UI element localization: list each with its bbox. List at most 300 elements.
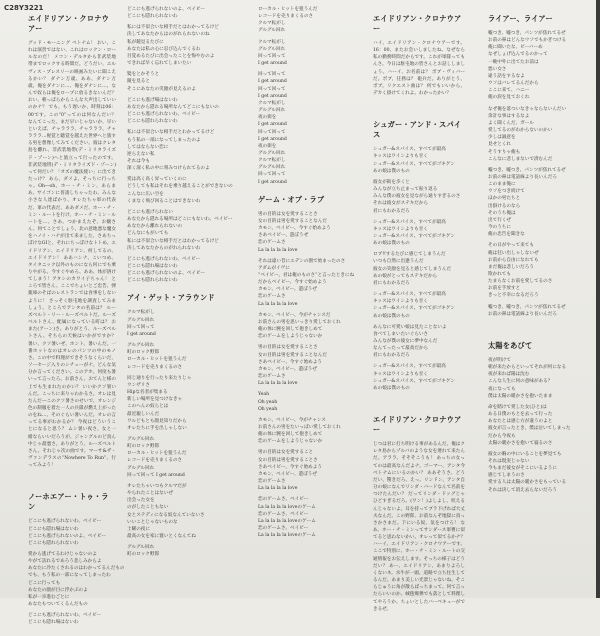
lyric-line: 最近親しいんだ — [127, 411, 160, 417]
song-section — [488, 341, 584, 494]
song-section — [28, 492, 125, 626]
lyric-line: 夜が来れば陽は沈む — [488, 372, 530, 378]
lyric-stanza — [258, 211, 348, 254]
lyric-line: 私が鏡見るたびに — [127, 39, 164, 45]
lyric-stanza — [488, 357, 584, 400]
lyric-line: 土曜の夜に — [127, 526, 150, 532]
lyric-line: よく聞くんだ、ガール — [488, 120, 534, 126]
song-section — [373, 120, 465, 392]
lyric-line: 回って回って — [258, 86, 286, 92]
lyric-stanza — [258, 391, 348, 412]
song-section — [488, 14, 584, 318]
lyric-line: 回って回って — [127, 324, 155, 330]
section-gap — [488, 327, 584, 341]
lyric-line: カモン、ベイビー、遊ぼうぜ — [258, 366, 317, 372]
lyric-line: ウソをつき続けて — [488, 189, 525, 195]
lyric-line: どこにも逃げられないわ、ベイビー — [28, 519, 102, 525]
lyric-line: ウソはバレてるんだから — [488, 81, 539, 87]
lyric-line: グルグル回れ — [127, 343, 155, 349]
lyric-line: こんなに悲しまないで済むんだ — [488, 156, 553, 162]
lyric-line: それは今も — [127, 158, 150, 164]
lyric-line: どこにも逃げられないのよ、ベイビー — [127, 7, 205, 12]
lyric-line: みんなが立ち止まって振り返る — [373, 187, 438, 193]
lyric-line: さあベイビー、今すぐ始めよう — [258, 464, 322, 470]
lyric-line: 出掛けるのなら — [488, 203, 521, 209]
lyric-line: キッスはワインよりも甘く — [373, 371, 428, 377]
lyric-line: それは決して消え去らないだろう — [488, 487, 557, 493]
lyric-line: 恋のゲームさ、ベイビー — [258, 526, 309, 531]
dj-monologue: グッド・モーニング ベトナム！ おい、これは演習ではない、これはロックン・ロールなのだ！ メコン・デルタから非武装地帯までロックする時間だ。どうだい、エルヴィス・プレスリーの映画みたいに聞こえるかい？ ダナン万歳、ああ、ダナン万歳、俺をダナンに…、俺をダナンに…、なんで奴らは俺をロープに放るきないんだ？ おい、朝っぱらからこんな大声出していいのかナ？ でも、もう遅いか、時刻は06：00です。この“0”ってのは何なんだい？ なんてこった、まだ早いじゃないか、早いといえば、チャラララ、チャラララ、チャラララ…視覚と聴覚を越えた世界へと旅する男を想像してみてください。彼はクレタ島を離れ、非武装地帯(デ・ミリタライズド・ゾーン)へと旅立って行ったのです。非武装地帯(デ・ミリタライズド・ゾーン)って何だい？「オズの魔法使い」に出てきたっけ？ あら、ダメよ、そっちに行っちゃ。Oh―oh、ホー・チ・ミン、あらまあ、サイゴンに普請しちゃったわ、みんな小さな人達ばかり、オレたちゃ軍の代表だ、軍の代表だ、ああダメだ、ホー・チ・ミン・ルートを行け、ホー・チ・ミン・ルートを…、さあ、つかまえたぞ、お嬢さん、何てことでしょう、北の意地悪な魔女をハノイ・ハナが出て来ました、さあちっぽけなGIと、それにちっぽけなトトめ、エイドリアン、エイドリアン、何してるの、エイドリアン！ ああハンナ、こいつめ、タイタニック以外のものになら何にでも乗りやがる。今すぐやめろ、ああ、体が溶けてしまう！アタシのカワイ子ちゃん！ ところで皆さん、ここでちょいとご忠告、弾薬庫のそばのレストランでは食事をしないように！ さっそく駐屯地を調査してみましょう。ところでアンタの名前は？ ルーズベルト・リー・ルーズベルトだ。ルーズベルトさん、配属になっている町は？ おまた(アーン)さ。ありがとう、ルーズベルトさん、そちらの天候はいかがですか？ 暑い、クソ暑いぜ、ホント、暑いんだ。一番ホットなのはオレのパンツの中のモノさ。この中で料理ができそうなくらいだ、ソーセージ入りのシチューがナ。どんな気分か言ってください。このアホ、何度も暑いって言ったろ。お前さん、おてんと様の上でも生まれたのかい？ いいかクソ暑いんだ。こっちに来りゃわかるさ。オレは見たんだ—このクソ暑さのせいで、オレンジ色の制服を着た一人の兵隊が燃え上がったのをね…、そのぐらい暑いんだ。オレの言ってる事がわかるか？ 今夜はどういうことになると思う？ ムシ暑い夜さ、女と一緒ならいいだろうが、ジャングルのど真ん中じゃ最悪さ。ありがとう、ルーズベルトさん。それじゃ次の曲です。マーサ&ザ・ヴァンデラスの“Nowhere To Run”、行ってみよう！ — [28, 41, 116, 469]
song-section — [28, 14, 116, 469]
column-3 — [258, 6, 355, 548]
column-2 — [127, 6, 233, 567]
lyric-line: I get around — [258, 179, 287, 185]
lyric-line: お前から自由になれても — [488, 257, 539, 263]
lyric-line: キッスはワインよりも甘く — [373, 154, 428, 160]
lyric-stanza — [28, 518, 116, 547]
lyric-line: 彼女の笑顔を見ると感じてしまうんだ — [373, 266, 452, 272]
lyric-line: それは現実じゃない — [488, 458, 530, 464]
lyric-line: I get around — [258, 122, 287, 128]
lyric-line: 命を賭けて愛した女(ひと)は — [488, 404, 547, 410]
lyric-stanza — [488, 451, 584, 494]
lyric-line: あの娘は僕のもの — [373, 168, 410, 174]
lyric-line: 僕は太陽の暖かさを抱いたまま — [488, 393, 553, 399]
lyric-stanza — [127, 375, 227, 432]
lyric-line: やられたことはないぜ — [127, 491, 173, 497]
lyric-line: あなたに冷たくされるのはわかってるんだもの — [28, 566, 125, 572]
lyric-line: I get around — [127, 331, 156, 337]
lyric-line: グルグル回れ — [127, 545, 155, 551]
lyric-line: こんなに広い空を — [127, 191, 164, 197]
lyric-line: どこにも逃げられないのよ、ベイビー — [127, 271, 205, 277]
lyric-stanza — [258, 449, 348, 492]
lyric-line: I get around — [258, 79, 287, 85]
lyric-line: 新しい場所を見つけなきゃ — [127, 397, 183, 403]
lyric-line: 恋のゲームさ — [258, 294, 286, 300]
lyric-line: 俺の涙を見ておくれ — [488, 95, 530, 101]
lyric-stanza — [127, 342, 227, 371]
lyric-line: 夜になっても — [488, 386, 516, 392]
lyric-line: どこにも逃げられないわ、ベイビー — [28, 613, 102, 619]
lyric-line: あなたから隠れる場所はどこにもないわ、ベイビー — [127, 217, 233, 223]
lyric-line: 愛は高く高く昇っていくのに — [127, 177, 187, 183]
lyric-line: 俺の体に腕を回して抱きしめて — [258, 327, 323, 333]
lyric-line: そうすりゃ俺も — [488, 149, 521, 155]
lyric-stanza — [258, 71, 348, 186]
lyric-line: 決してあなたからのがれられないわ — [127, 245, 201, 251]
lyric-line: 嘘つき、嘘つき、パンツが焦れてるぜ — [488, 304, 566, 310]
lyric-line: 君にもわかるだろ — [373, 353, 410, 359]
lyric-stanza — [258, 312, 348, 341]
lyric-line: 悪い女さ — [488, 66, 507, 72]
lyric-stanza — [373, 363, 465, 392]
lyric-line: きっと不幸になるだろう — [488, 293, 539, 299]
lyric-line: 俺の体に腕を回して抱きしめて — [258, 432, 323, 438]
lyric-line: 恋のゲームさ — [258, 479, 286, 485]
lyric-stanza — [28, 551, 125, 608]
lyric-line: 恋のゲームさ — [258, 240, 286, 246]
lyric-stanza — [127, 97, 227, 126]
lyric-line: どこにも隠れ場はないわ — [28, 620, 79, 626]
lyric-line: たまらなくお前を愛してるのさ — [488, 279, 553, 285]
lyric-line: その日がやって来ても — [488, 243, 534, 249]
section-title: 太陽をあびて — [488, 340, 533, 350]
lyric-line: 夜が明けて — [488, 357, 511, 363]
lyric-line: クルマ転がし — [258, 100, 286, 106]
lyric-line: シュガー&スパイス、すべてがゴキゲン — [373, 161, 456, 167]
lyric-line: あなたもついてくるんだもの — [28, 602, 88, 608]
lyric-line: シュガー&スパイス、すべてがゴキゲン — [373, 378, 456, 384]
lyric-line: そこにあなたの笑顔が見えるのよ — [127, 86, 196, 92]
lyric-line: グルグル回れ — [258, 108, 286, 114]
lyric-line: ここに来て、ハニー — [488, 88, 530, 94]
lyric-line: どこにも逃げ場はないわ — [127, 97, 178, 103]
lyric-line: ロブ!!するたびに感じてしまうんだ — [373, 252, 446, 258]
lyric-line: カモン、ベイビー、遊ぼうぜ — [258, 471, 317, 477]
lyric-line: 深く深く私の中に刻みつけられてるのよ — [127, 166, 210, 172]
lyric-line: 男の目的は女を愛すること — [258, 450, 314, 456]
lyric-line: カモン、ベイビー、今がチャンスだ — [258, 312, 331, 318]
lyric-line: Oh yeah — [258, 399, 278, 405]
lyric-line: 恋のゲームさ — [258, 374, 286, 380]
lyric-line: こんな人生に何の意味がある？ — [488, 379, 553, 385]
lyric-line: このへんの奴らとは — [127, 404, 169, 410]
lyric-stanza — [127, 129, 227, 172]
lyric-line: I get around — [258, 136, 287, 142]
lyric-line: どこにも隠れられないわ — [127, 278, 178, 284]
lyric-line: あなたとは感じ方が違うのよと — [488, 419, 553, 425]
lyric-line: 女の目的は男を愛することさ — [258, 457, 318, 463]
lyric-line: まだ俺は悲しいだろう — [488, 264, 534, 270]
lyric-line: 俺の忠告を聞きな — [488, 232, 525, 238]
lyric-line: 出て行くぜ — [488, 217, 511, 223]
lyric-line: 女とステディになる奴なんていないさ — [127, 512, 205, 518]
lyric-line: みんなが僕の彼女に夢中なんだ — [373, 339, 438, 344]
lyric-line: 髪をとかそうと — [127, 72, 160, 78]
lyric-line: 女の目的は男を愛することなんだ — [258, 218, 327, 224]
section-gap — [373, 106, 465, 120]
lyric-line: なぜ俺を落ついなきゃならないんだい — [488, 106, 567, 112]
lyric-line: してはならない恋に — [127, 144, 169, 150]
lyric-line: 出会った女を — [127, 498, 155, 504]
lyric-line: 欺かれても — [488, 272, 511, 277]
lyric-line: 目覚めるたびに出会ったことを悔やむのよ — [127, 53, 215, 59]
lyric-line: グルグル回れ — [127, 465, 155, 471]
lyric-line: いいことじゃないものな — [127, 519, 178, 525]
column-5 — [488, 14, 584, 503]
lyric-line: 俺に聞いたな、ビーバーめ — [488, 45, 543, 51]
lyric-line: そのうち俺は — [488, 210, 516, 216]
lyric-line: あの娘は僕のもの — [373, 385, 410, 391]
lyric-stanza — [373, 179, 465, 215]
lyric-line: グルグル回れ — [258, 165, 286, 171]
lyric-stanza — [127, 176, 233, 205]
lyric-line: どこにも逃げられない — [127, 209, 173, 215]
lyric-stanza — [127, 209, 233, 252]
lyric-line: シュガー&スパイス、すべてが最高 — [373, 147, 446, 153]
lyric-line: ローカル・ヒットを狙うんだ — [258, 7, 318, 12]
lyric-line: 町のロック野郎 — [127, 350, 160, 356]
lyric-line: 恋のゲームさ、ベイビー — [258, 497, 309, 503]
lyric-line: ウンザリさ — [127, 382, 150, 388]
lyric-stanza — [488, 167, 584, 239]
lyric-stanza — [258, 39, 348, 68]
lyric-line: キッスはワインよりも甘く — [373, 226, 428, 232]
lyric-line: 余計な事はするなよ — [488, 113, 530, 119]
lyric-line: クルマ転がし — [258, 158, 286, 164]
lyric-line: あんなに可愛い娘は見たことないよ — [373, 324, 447, 330]
song-section — [373, 14, 465, 97]
lyric-line: クルマ転がし — [258, 39, 286, 45]
lyric-line: グルグル回れ — [127, 317, 155, 323]
lyric-line: それは遠い昔にエデンの園で始まったのさ — [258, 258, 346, 264]
lyric-line: 彼女が街を歩くと — [373, 179, 410, 185]
lyric-line: 恋のゲームさ、ベイビー — [258, 511, 309, 517]
lyric-stanza — [127, 6, 227, 20]
lyric-line: 違う話をするなよ — [488, 73, 525, 79]
lyric-line: 一晩中外に出てたお前は — [488, 59, 539, 65]
lyric-line: キッスはワインよりも甘く — [373, 299, 428, 305]
lyric-line: 夜の街を — [258, 143, 277, 149]
lyric-line: 太陽の暖かさを抱いて寝るのさ — [488, 440, 553, 446]
section-title: エイドリアン・クロナウアー — [28, 14, 109, 33]
lyric-line: La la la la la loveのゲーム — [258, 533, 316, 539]
lyric-stanza — [488, 304, 584, 318]
lyric-stanza — [373, 219, 465, 248]
lyric-line: どんなにもがいても — [127, 231, 169, 237]
lyric-line: オレたちに手を出しゃしない — [127, 425, 187, 431]
lyric-line: 彼女の胸の中にいることを夢見ても — [488, 451, 562, 457]
lyric-line: 朝が来たからといってそれが何になる — [488, 365, 567, 371]
lyric-line: 嘘つき、嘘つき、パンツが焦れてるぜ — [488, 31, 566, 36]
lyric-line: 回って回って — [258, 172, 286, 178]
lyric-line: さあベイビー、遊ぼうぜ — [258, 233, 309, 239]
lyric-stanza — [127, 544, 227, 558]
lyric-line: クルマ転がし — [127, 310, 155, 316]
lyric-stanza — [127, 436, 227, 479]
lyric-line: お前の鼻は電話線より長いんだろ — [488, 174, 557, 180]
lyric-line: 決してあなたからはのがれられないのね — [127, 32, 210, 38]
dj-monologue: じつは君に打ち明ける事があるんだ。俺はクレタ島からゾルバのような女を連れて来たんだ。アララ、そそそこうも！ あっちの女ってのは最高なんだよナ。ゴーマー、アンタ今ベトナムにいるのかい？ ああそうさ、どうだい、驚きだろ、えっ。リンドン、アンタ自分の娘になんでリンダ・バードなんて名前をつけたんだい？ だってリンダ・ドッグじゃひどすぎるだろ。(ワン！)よしよし、吠えるんじゃないよ。耳を持ってブラ下げれば大丈夫なんだ。この野郎、お前なんぞ地獄に真っさかさまだ。下にいる奴、気をつけろ！ なあ、ホー・チ・ミンってサンダース軍曹に似てると思わないかい。オレって似てるかナ？ ハーイ、エイドリアン・クロナウアーです。ここで特別に、ホー・チ・ミン・ルートの交通情報をお伝えします。そっちの様子はどうだい？ あー、エイドリアン、あまりよろしくないネ。水牛が一頭、道路で立ち往生してるんだ。あまり美しい光景じゃないね。そこらじゅうに角が散らばっちまって。何て言ったらいいのか、絨毯爆弾でも落として料理してやろうか。ちょいとしたバーベキューができるぜ。 — [373, 442, 465, 612]
lyric-line: 男の目的は女を愛することさ — [258, 211, 318, 217]
lyric-line: 私が一歩進むごとに — [28, 594, 70, 600]
lyric-line: あなたの顔が目に浮かぶのよ — [28, 587, 88, 593]
lyric-line: “ベイビー、君は俺のものさ”と言ったときにね — [258, 273, 355, 278]
lyric-stanza — [127, 71, 227, 92]
lyric-line: 最高の女を家に置いとくなんてね — [127, 534, 196, 539]
lyric-line: 見せとくれ — [488, 142, 511, 148]
lyric-line: どこにも逃げられないわ、ベイビー — [127, 256, 201, 262]
lyric-line: なぜしょげ込んでるのかって — [488, 52, 548, 58]
section-title: ノーホエアー・トゥ・ラン — [28, 492, 109, 512]
lyric-line: グルグル回れ — [127, 436, 155, 442]
lyric-line: ワルどもとも顔見知りだから — [127, 418, 187, 424]
section-gap — [28, 478, 116, 492]
lyric-line: カモン、ベイビー、今がチャンス — [258, 417, 326, 423]
section-title: ゲーム・オブ・ラブ — [258, 194, 325, 204]
lyric-line: 少しは誠意を — [488, 135, 516, 141]
lyric-line: どこにも逃げられないわ、ベイビー — [127, 112, 201, 118]
lyric-line: 男の目的は女を愛することさ — [258, 345, 318, 351]
lyric-stanza — [373, 251, 465, 287]
lyric-line: どこにも逃げられないのよ、ベイビー — [28, 533, 106, 539]
section-title: エイドリアン・クロナウアー — [373, 415, 462, 435]
lyric-stanza — [258, 6, 348, 35]
lyric-line: でも、もう私の一部になってしまったわ — [28, 573, 111, 579]
lyric-stanza — [373, 146, 465, 175]
lyric-line: 愛してるのがわからないのかい — [488, 128, 553, 134]
lyric-stanza — [488, 30, 584, 102]
column-4 — [373, 14, 465, 622]
lyric-line: シュガー&スパイス、すべてが最高 — [373, 219, 446, 225]
lyric-line: やがて訪れるであろう悲しみからよ — [28, 559, 102, 565]
lyric-line: 逆らえない私 — [127, 151, 155, 157]
lyric-line: 感じてしまうのさ — [488, 473, 525, 479]
lyric-line: 鏡を見ると — [127, 79, 150, 85]
lyric-line: さあベイビー、今すぐ始めよう — [258, 359, 322, 365]
lyric-stanza — [127, 256, 227, 285]
lyric-line: あの娘がとってもステキだから — [373, 273, 438, 279]
lyric-line: グルグル回れ — [258, 150, 286, 156]
lyric-stanza — [488, 404, 584, 447]
lyric-line: 君にもわかるだろ — [373, 280, 410, 286]
section-title: シュガー・アンド・スパイス — [373, 120, 462, 140]
dj-monologue: ハイ、エイドリアン・クロナウアーです。16：00、またお会いしましたね、なぜなら私の勤務時間だからです。これが軍隊ってもんさ。今日は駐屯地の皆さんとお話ししましょう。ハーイ、お名前は？ ボブ・ヴィバーだ。ボブ、任務は？ 砲兵だ。ありがとう、ボブ。リクエスト曲は？ 何でもいいから、デカく掛けてくれよ。わかったかい？ — [373, 41, 465, 97]
lyric-line: いつも自然に出逢うんだ — [373, 259, 424, 265]
lyric-line: のがしたこともない — [127, 505, 169, 511]
lyric-line: あなたから隠れる場所なんてどこにもないの — [127, 104, 219, 110]
lyric-line: お前さんの男を思いっきり愛しておくれ — [258, 319, 341, 325]
lyric-line: 私には不似合いな相手だとはわかってるけど — [127, 238, 219, 244]
lyric-line: グルグル回れ — [258, 28, 286, 34]
lyric-line: La la la la la love — [258, 301, 298, 307]
lyric-line: だから今夜も — [488, 433, 516, 439]
lyric-stanza — [488, 106, 584, 163]
lyric-line: あなたから離れられないの — [127, 224, 183, 230]
lyric-stanza — [373, 324, 465, 360]
lyric-line: 回って回って I get around — [127, 472, 185, 478]
lyric-line: ほかの男たちと — [488, 196, 521, 202]
lyric-line: だからベイビー、今すぐ始めよう — [258, 280, 327, 286]
lyric-line: 食べてしまいたいぐらいさ — [373, 331, 429, 337]
lyric-line: ある日僕のもとを去って行った — [488, 412, 553, 418]
lyric-line: できれば早く忘れてしまいたい — [127, 61, 192, 67]
lyric-line: Hipな名者が集まる — [127, 390, 168, 396]
lyric-line: I get around — [258, 61, 287, 67]
lyric-line: 嘘つき、嘘つき、パンツが焦れてるぜ — [488, 167, 566, 173]
lyric-line: 俺は狂い出しゃしないぜ — [488, 250, 539, 256]
lyric-line: レコードを売りまくるのさ — [127, 364, 183, 370]
lyric-line: お前さんの男をたいっぱい愛しておくれ — [258, 424, 341, 430]
lyric-line: 夜の街を — [258, 115, 277, 121]
song-continuation — [258, 6, 348, 186]
lyric-line: それは彼女がステキだから — [373, 201, 429, 207]
lyric-line: シュガー&スパイス、すべてが最高 — [373, 292, 446, 298]
lyric-line: カモン、ベイビー、今すぐ始めよう — [258, 226, 331, 232]
lyric-line: シュガー&スパイス、すべてがゴキゲン — [373, 306, 456, 312]
lyric-line: La la la la la love — [258, 247, 298, 253]
lyric-line: くまなく飛び回ることはできないわ — [127, 198, 201, 204]
lyric-stanza — [127, 309, 227, 338]
song-section — [258, 194, 355, 540]
lyric-line: 私には不似合いな相手だとわかってるけど — [127, 130, 215, 136]
lyric-line: どこにも隠れ場はないわ — [127, 264, 178, 269]
lyric-line: 今もまだ彼女がそこにいるように — [488, 466, 557, 472]
lyric-line: あなたは私の心に忍び込んでくるわ — [127, 46, 201, 52]
lyric-line: 今のうちに — [488, 225, 511, 231]
lyric-line: 町のロック野郎 — [127, 552, 160, 558]
lyric-line: アダムがイヴに — [258, 265, 290, 271]
lyric-stanza — [127, 24, 227, 67]
lyric-line: La la la la la love — [258, 486, 298, 492]
lyric-line: 恋のゲームをしようじゃないか — [258, 334, 323, 340]
lyric-stanza — [258, 258, 355, 308]
lyric-line: このまま俺に — [488, 182, 516, 188]
lyric-line: La la la la la loveのゲーム — [258, 518, 316, 524]
lyric-line: 私には不似合いな相手だとはわかってるけど — [127, 25, 219, 31]
lyric-line: オレたちゃいつもクルマだが — [127, 483, 187, 489]
lyric-line: レコードを売りまくるのさ — [127, 458, 183, 464]
lyric-line: どこにも隠れ場はないわ — [28, 526, 79, 532]
lyric-stanza — [28, 612, 116, 626]
lyric-line: 同じ通りを行ったり来たりじゃ — [127, 375, 192, 381]
catalog-number: C28Y3221 — [4, 4, 44, 12]
lyric-stanza — [258, 496, 348, 539]
lyric-line: 女の目的は男を愛することなんだ — [258, 352, 327, 358]
section-title: ライアー、ライアー — [488, 14, 553, 23]
lyric-line: 町のロック野郎 — [127, 444, 160, 450]
lyric-line: あの娘は僕のもの — [373, 313, 410, 319]
lyric-line: 回って回って — [258, 129, 286, 135]
lyric-line: ローカル・ヒットを狙うんだ — [127, 357, 187, 363]
lyric-stanza — [373, 291, 465, 320]
section-gap — [373, 401, 465, 415]
lyric-line: どこに行っても — [28, 580, 61, 586]
section-title: アイ・ゲット・アラウンド — [127, 293, 215, 303]
lyric-line: 君にもわかるだろ — [373, 208, 410, 214]
lyric-line: Yeah — [258, 392, 270, 398]
lyric-line: お前を手放すと — [488, 286, 521, 292]
lyric-line: クルマ転がし — [258, 21, 286, 27]
lyric-line: どうしても私はそれを乗り越えることができないの — [127, 184, 233, 190]
lyric-line: どこにも隠れられないわ — [127, 119, 178, 125]
column-1 — [28, 14, 125, 636]
lyric-line: 愛する人は太陽の暖かさをもっている — [488, 480, 567, 486]
lyric-line: 回って回って — [258, 72, 286, 78]
lyric-line: Oh yeah — [258, 406, 278, 412]
lyric-stanza — [258, 417, 348, 446]
lyric-line: あの娘は僕のもの — [373, 241, 410, 247]
lyric-stanza — [127, 483, 227, 540]
lyric-line: お前の鼻は電話線より長いんだろ — [488, 311, 557, 317]
lyric-line: シュガー&スパイス、すべてが最高 — [373, 364, 446, 370]
lyric-line: もう私の一部になってしまったのよ — [127, 137, 201, 143]
lyric-stanza — [258, 344, 348, 387]
sleeve-edge — [596, 0, 600, 598]
song-section — [373, 415, 465, 613]
lyric-line: 愛から逃げてるわけじゃないのよ — [28, 552, 97, 557]
lyric-line: 彼女が言ったとき、僕は泣いてしまった — [488, 426, 571, 432]
song-section — [127, 293, 227, 558]
lyric-line: みんな僕の彼女を見ながら通りすぎるのさ — [373, 194, 461, 200]
lyric-line: どこにも隠れられないわ — [28, 540, 79, 546]
song-continuation — [127, 6, 233, 284]
lyric-line: グルグル回れ — [258, 46, 286, 52]
lyric-line: なんてったって最高だから — [373, 346, 429, 352]
lyric-line: どこにも隠れられないわ — [127, 14, 178, 20]
lyric-line: シュガー&スパイス、すべてがゴキゲン — [373, 233, 456, 239]
